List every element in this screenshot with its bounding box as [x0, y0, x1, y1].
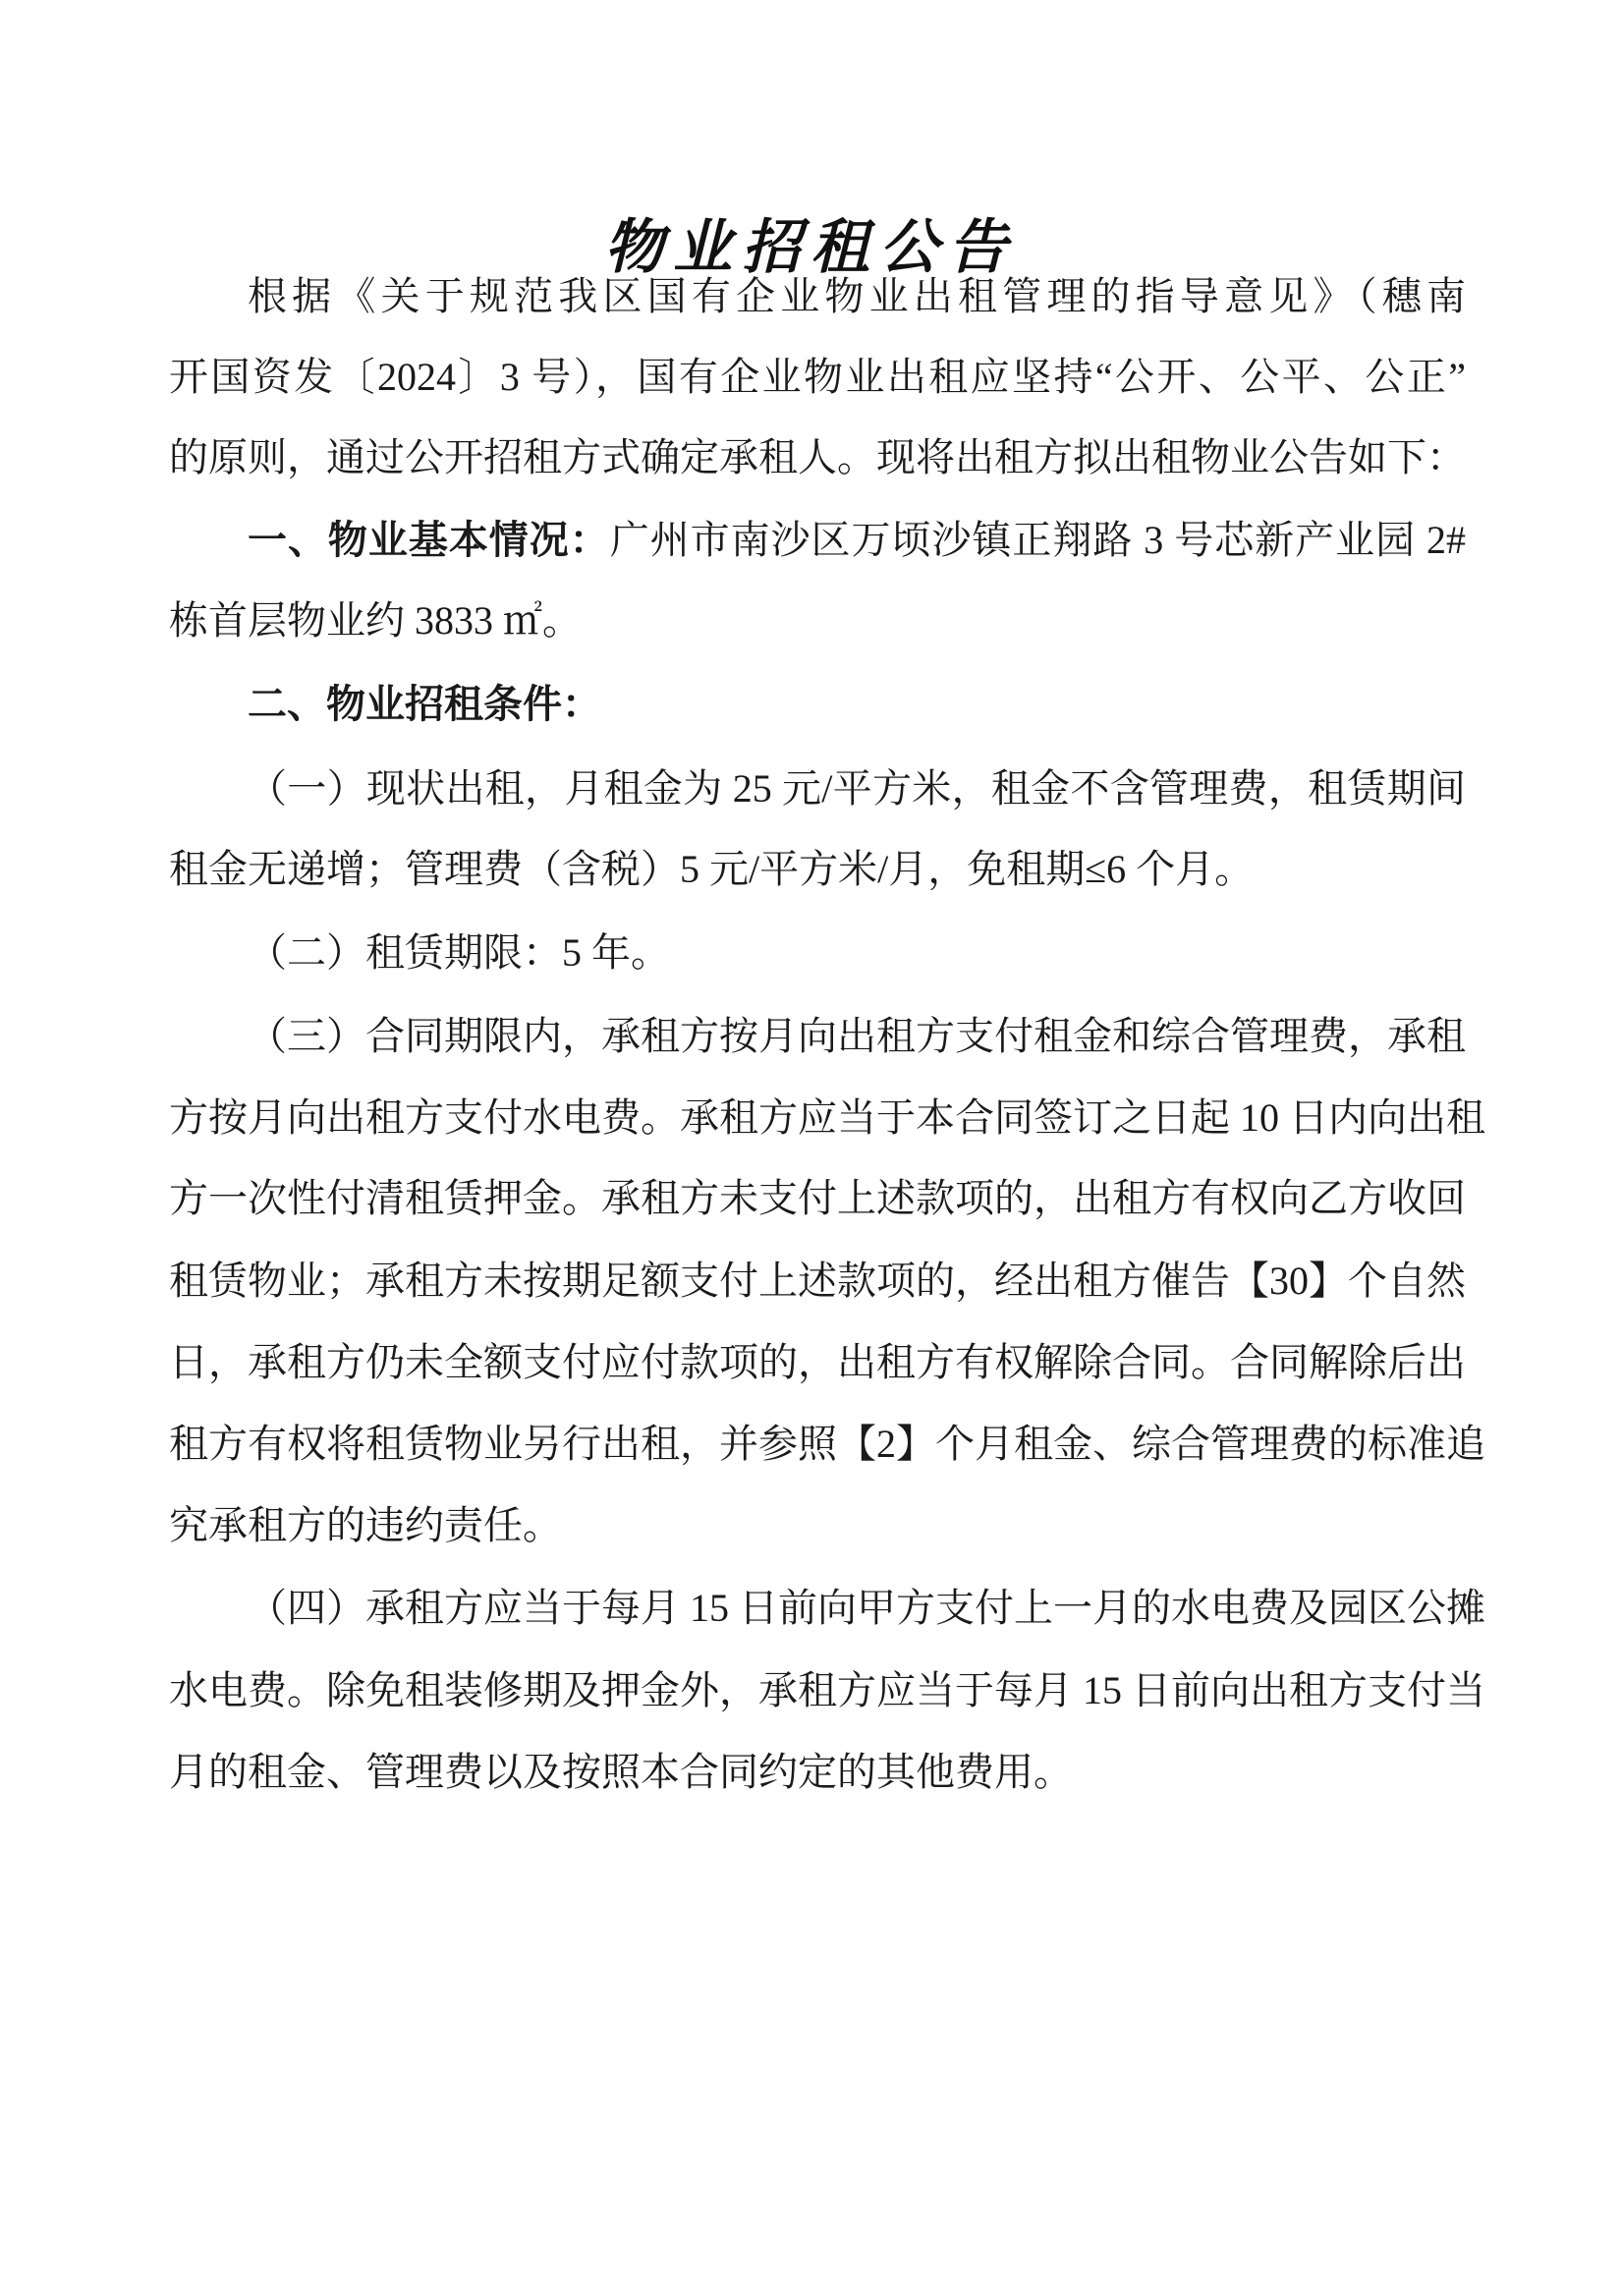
- paragraph-line: （二）租赁期限：5 年。: [248, 930, 670, 975]
- section-heading-rental-terms: 二、物业招租条件：: [248, 682, 601, 727]
- section-heading-line: [248, 496, 1466, 585]
- property-address: 广州市南沙区万顷沙镇正翔路 3 号芯新产业园 2#: [609, 518, 1467, 562]
- section-heading-line: [248, 660, 1466, 749]
- paragraph-line: （四）承租方应当于每月 15 日前向甲方支付上一月的水电费及园区公摊: [248, 1586, 1485, 1630]
- paragraph-line: 租赁物业；承租方未按期足额支付上述款项的，经出租方催告【30】个自然: [169, 1259, 1466, 1303]
- paragraph-line: 根据《关于规范我区国有企业物业出租管理的指导意见》（穗南: [248, 274, 1466, 318]
- page-title: 物业招租公告: [604, 213, 1017, 282]
- paragraph-line: 究承租方的违约责任。: [169, 1503, 562, 1547]
- paragraph-line: 月的租金、管理费以及按照本合同约定的其他费用。: [169, 1750, 1073, 1794]
- paragraph-line: 开国资发〔2024〕3 号），国有企业物业出租应坚持“公开、公平、公正”: [169, 355, 1466, 399]
- paragraph-line: （三）合同期限内，承租方按月向出租方支付租金和综合管理费，承租: [248, 1014, 1466, 1058]
- paragraph-line: 日，承租方仍未全额支付应付款项的，出租方有权解除合同。合同解除后出: [169, 1340, 1466, 1384]
- paragraph-line: 方按月向出租方支付水电费。承租方应当于本合同签订之日起 10 日内向出租: [169, 1095, 1485, 1140]
- paragraph-line: 租方有权将租赁物业另行出租，并参照【2】个月租金、综合管理费的标准追: [169, 1422, 1485, 1466]
- paragraph-line: 的原则，通过公开招租方式确定承租人。现将出租方拟出租物业公告如下：: [169, 435, 1466, 479]
- paragraph-line: 栋首层物业约 3833 ㎡。: [169, 598, 582, 643]
- paragraph-line: 水电费。除免租装修期及押金外，承租方应当于每月 15 日前向出租方支付当: [169, 1668, 1485, 1712]
- section-heading-property-info: 一、物业基本情况：: [248, 518, 610, 563]
- paragraph-line: 租金无递增；管理费（含税）5 元/平方米/月，免租期≤6 个月。: [169, 847, 1255, 891]
- paragraph-line: （一）现状出租，月租金为 25 元/平方米，租金不含管理费，租赁期间: [248, 766, 1466, 811]
- paragraph-line: 方一次性付清租赁押金。承租方未支付上述款项的，出租方有权向乙方收回: [169, 1176, 1466, 1220]
